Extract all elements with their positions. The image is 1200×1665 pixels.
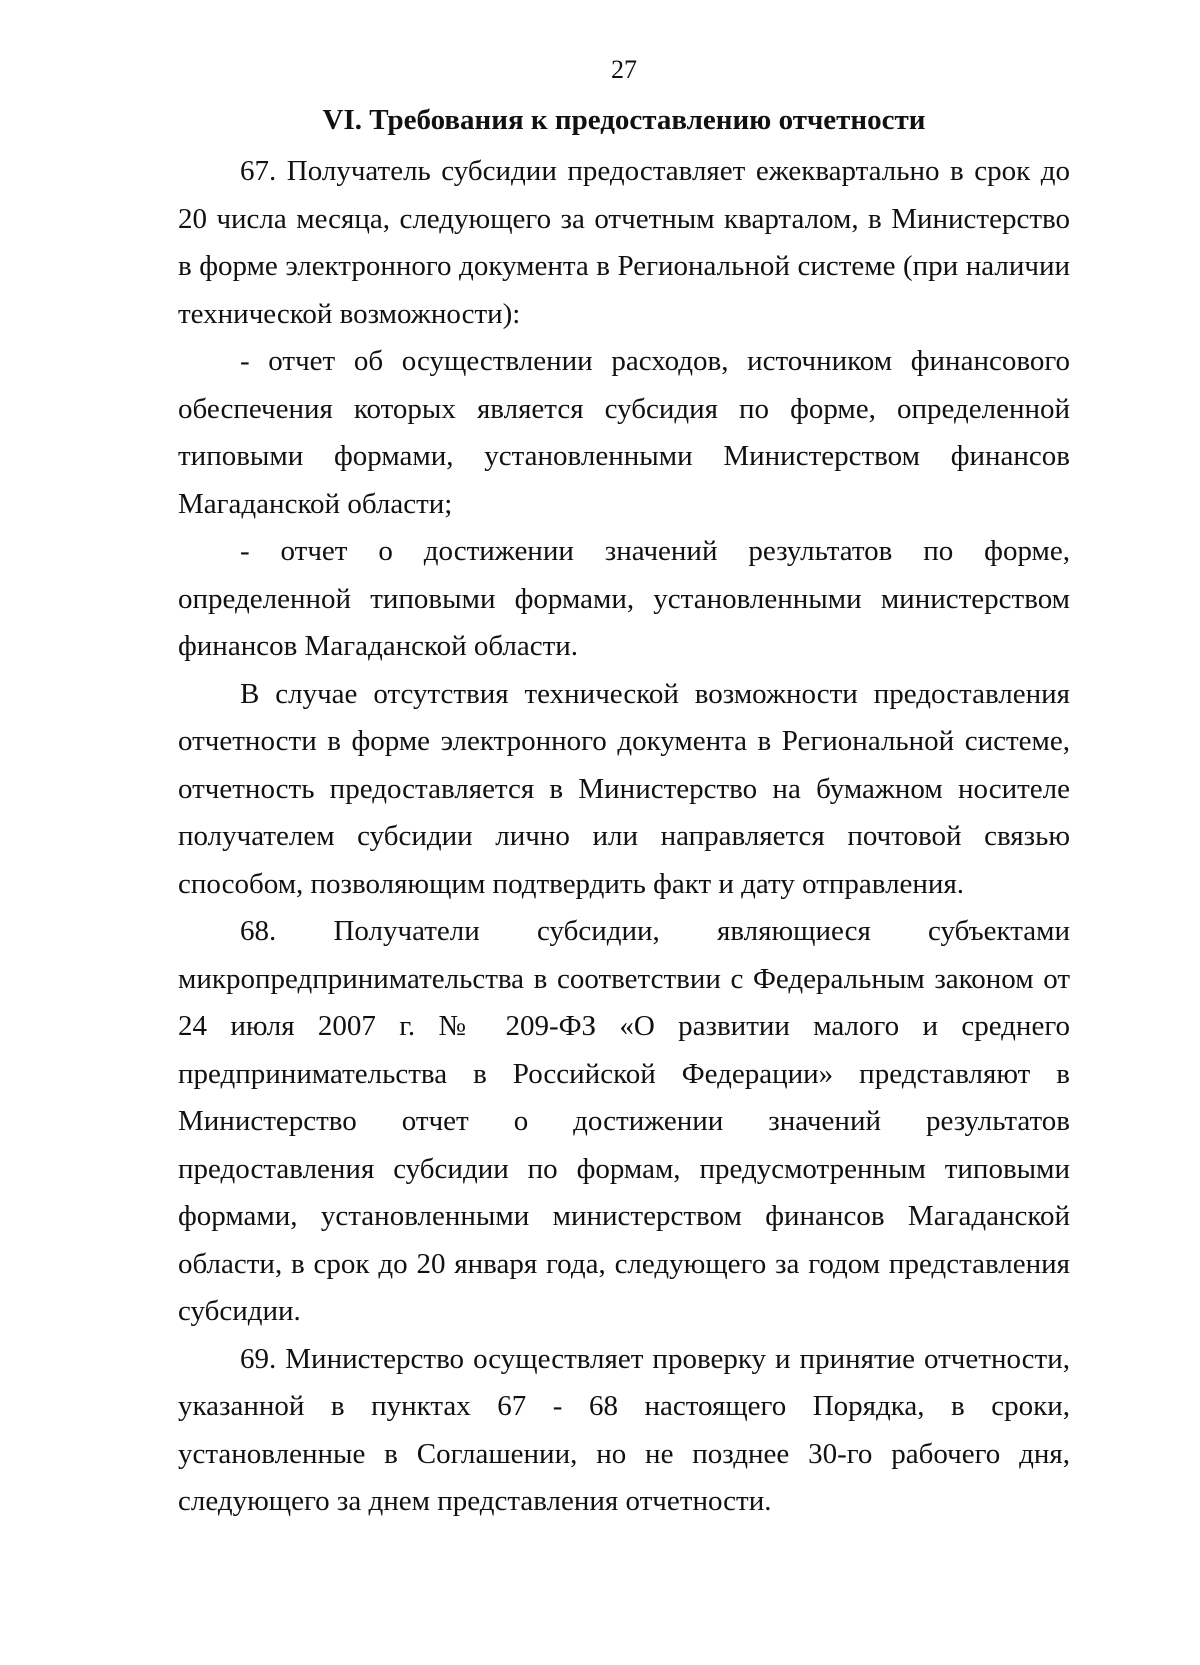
page-number: 27 [611,55,637,84]
paragraph-67-paper-submission: В случае отсутствия технической возможности предоставления отчетности в форме электронного документа в Региональной системе, отчетность предоставляется в Министерство на бумажном носителе получателем субсидии лично или направляется почтовой связью способом, позволяющим подтвердить факт и дату отправления. [178,677,1070,900]
paragraph-67: 67. Получатель субсидии предоставляет ежеквартально в срок до 20 числа месяца, следующего за отчетным кварталом, в Министерство в форме электронного документа в Региональной системе (при наличии технической возможности): [178,155,1070,330]
paragraph-68: 68. Получатели субсидии, являющиеся субъектами микропредпринимательства в соответствии с Федеральным законом от 24 июля 2007 г. № 209-ФЗ «О развитии малого и среднего предпринимательства в Российской Федерации» представляют в Министерство отчет о достижении значений результатов предоставления субсидии по формам, предусмотренным типовыми формами, установленными министерством финансов Магаданской области, в срок до 20 января года, следующего за годом представления субсидии. [178,915,1070,1327]
paragraph-67-item-expenses-report: - отчет об осуществлении расходов, источником финансового обеспечения которых является субсидия по форме, определенной типовыми формами, установленными Министерством финансов Магаданской области; [178,345,1070,520]
section-title: VI. Требования к предоставлению отчетности [322,104,926,136]
paragraph-69: 69. Министерство осуществляет проверку и принятие отчетности, указанной в пунктах 67 - 68 настоящего Порядка, в сроки, установленные в Соглашении, но не позднее 30-го рабочего дня, следующего за днем представления отчетности. [178,1342,1070,1517]
paragraph-67-item-results-report: - отчет о достижении значений результатов по форме, определенной типовыми формами, установленными министерством финансов Магаданской области. [178,535,1070,662]
